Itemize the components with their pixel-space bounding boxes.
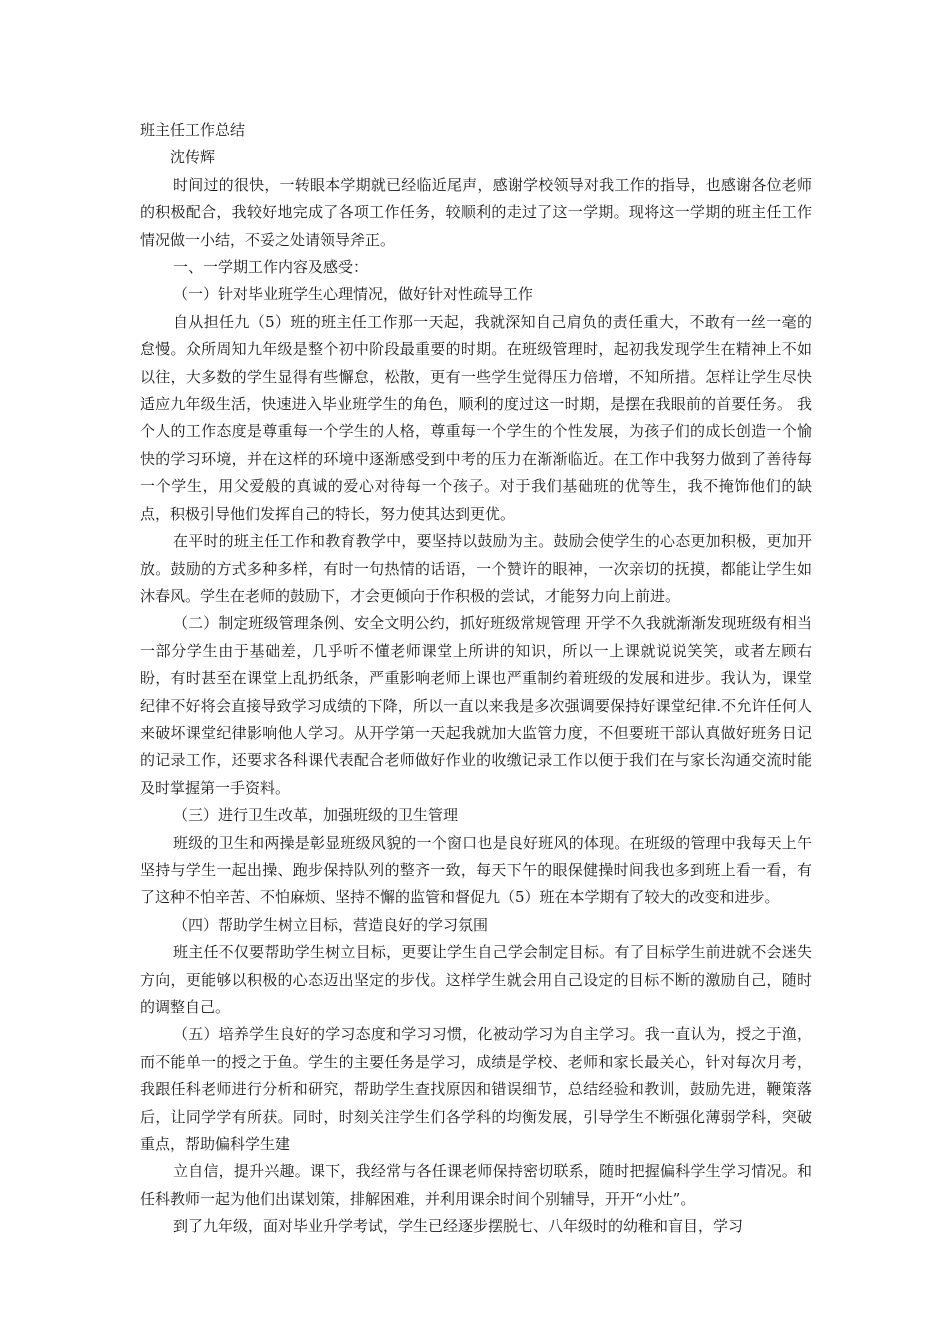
paragraph-6: 班主任不仅要帮助学生树立目标，更要让学生自己学会制定目标。有了目标学生前进就不会迷失方向，更能够以积极的心态迈出坚定的步伐。这样学生就会用自己设定的目标不断的激励自己，随时的调整自己。	[140, 943, 812, 1016]
paragraph-9: 到了九年级，面对毕业升学考试，学生已经逐步摆脱七、八年级时的幼稚和盲目，学习	[173, 1217, 744, 1236]
paragraph-2: 自从担任九（5）班的班主任工作那一天起，我就深知自己肩负的责任重大，不敢有一丝一毫的怠慢。众所周知九年级是整个初中阶段最重要的时期。在班级管理时，起初我发现学生在精神上不如以往，大多数的学生显得有些懈怠，松散，更有一些学生觉得压力倍增，不知所措。怎样让学生尽快适应九年级生活，快速进入毕业班学生的角色，顺利的度过这一时期，是摆在我眼前的首要任务。 我个人的工作态度是尊重每一个学生的人格，尊重每一个学生的个性发展，为孩子们的成长创造一个愉快的学习环境，并在这样的环境中逐渐感受到中考的压力在渐渐临近。在工作中我努力做到了善待每一个学生，用父爱般的真诚的爱心对待每一个孩子。对于我们基础班的优等生，我不掩饰他们的缺点，积极引导他们发挥自己的特长，努力使其达到更优。	[140, 312, 812, 523]
paragraph-3: 在平时的班主任工作和教育教学中，要坚持以鼓励为主。鼓励会使学生的心态更加积极，更加开放。鼓励的方式多种多样，有时一句热情的话语，一个赞许的眼神，一次亲切的抚摸，都能让学生如沐春风。学生在老师的鼓励下，才会更倾向于作积极的尝试，才能努力向上前进。	[140, 532, 812, 605]
paragraph-4: （二）制定班级管理条例、安全文明公约，抓好班级常规管理 开学不久我就渐渐发现班级有相当一部分学生由于基础差，几乎听不懂老师课堂上所讲的知识，所以一上课就说说笑笑，或者左顾右盼，有时甚至在课堂上乱扔纸条，严重影响老师上课也严重制约着班级的发展和进步。我认为，课堂纪律不好将会直接导致学习成绩的下降，所以一直以来我是多次强调要保持好课堂纪律.不允许任何人来破坏课堂纪律影响他人学习。从开学第一天起我就加大监管力度，不但要班干部认真做好班务日记的记录工作，还要求各科课代表配合老师做好作业的收缴记录工作以便于我们在与家长沟通交流时能及时掌握第一手资料。	[140, 614, 812, 797]
document-title: 班主任工作总结	[140, 121, 246, 139]
paragraph-5: 班级的卫生和两操是彰显班级风貌的一个窗口也是良好班风的体现。在班级的管理中我每天上午坚持与学生一起出操、跑步保持队列的整齐一致，每天下午的眼保健操时间我也多到班上看一看，有了这种不怕辛苦、不怕麻烦、坚持不懈的监管和督促九（5）班在本学期有了较大的改变和进步。	[140, 833, 812, 907]
author-name: 沈传辉	[170, 148, 216, 167]
subsection-heading-1: （一）针对毕业班学生心理情况，做好针对性疏导工作	[173, 285, 534, 304]
subsection-heading-4: （四）帮助学生树立目标，营造良好的学习氛围	[173, 915, 489, 934]
paragraph-8: 立自信，提升兴趣。课下，我经常与各任课老师保持密切联系，随时把握偏科学生学习情况。和任科教师一起为他们出谋划策，排解困难，并利用课余时间个别辅导，开开“小灶”。	[140, 1162, 812, 1208]
paragraph-7: （五）培养学生良好的学习态度和学习习惯，化被动学习为自主学习。我一直认为，授之于渔，而不能单一的授之于鱼。学生的主要任务是学习，成绩是学校、老师和家长最关心，针对每次月考，我跟任科老师进行分析和研究，帮助学生查找原因和错误细节，总结经验和教训，鼓励先进，鞭策落后，让同学学有所获。同时，时刻关注学生们各学科的均衡发展，引导学生不断强化薄弱学科，突破重点，帮助偏科学生建	[140, 1025, 812, 1154]
subsection-heading-3: （三）进行卫生改革，加强班级的卫生管理	[173, 806, 459, 825]
section-heading-1: 一、一学期工作内容及感受：	[173, 258, 369, 277]
paragraph-1: 时间过的很快，一转眼本学期就已经临近尾声，感谢学校领导对我工作的指导，也感谢各位老师的积极配合，我较好地完成了各项工作任务，较顺利的走过了这一学期。现将这一学期的班主任工作情况做一小结，不妥之处请领导斧正。	[140, 175, 812, 249]
